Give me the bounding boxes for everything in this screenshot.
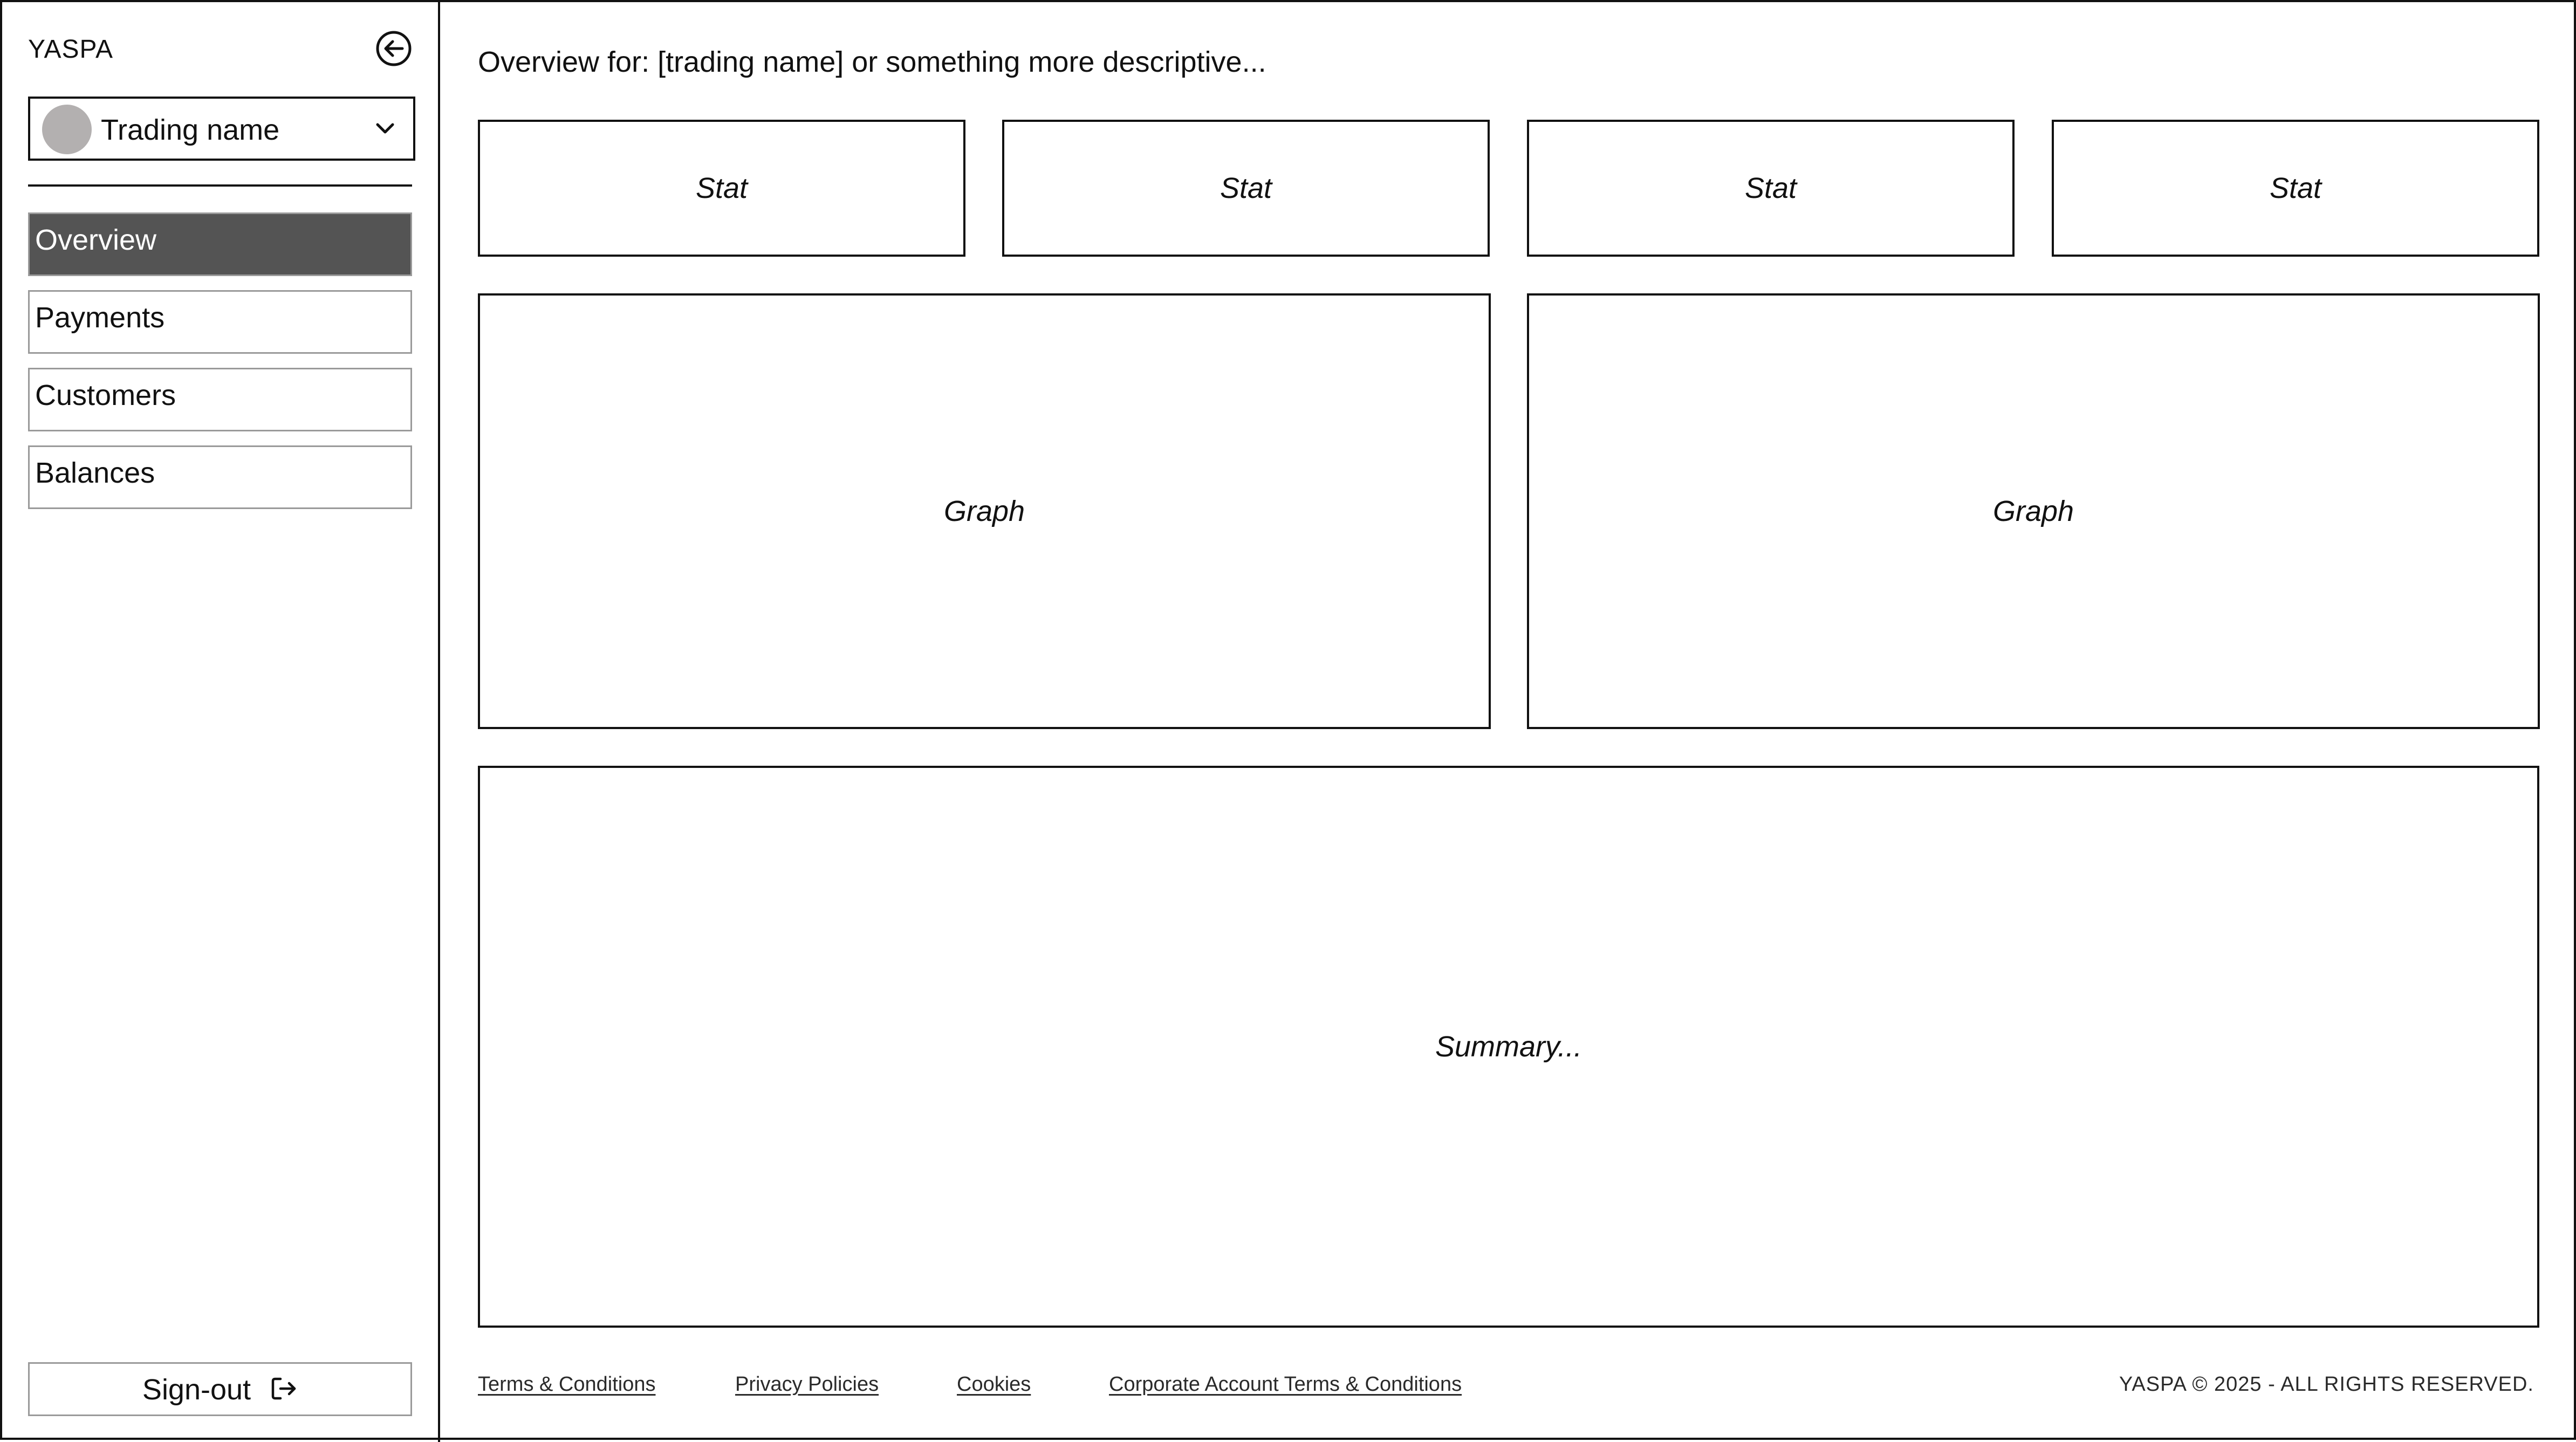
stat-card (1527, 120, 2015, 257)
sidebar (2, 2, 440, 1442)
sidebar-item-payments[interactable] (28, 290, 412, 354)
graph-panel-label: Graph (943, 495, 1025, 527)
collapse-sidebar-button[interactable] (374, 29, 413, 68)
sidebar-item-label: Customers (35, 379, 176, 411)
graph-panel (1527, 293, 2540, 729)
footer-link-terms[interactable]: Terms & Conditions (478, 1373, 656, 1396)
account-select[interactable] (28, 97, 415, 161)
stat-card-label: Stat (2269, 172, 2322, 204)
graph-panel (478, 293, 1491, 729)
copyright-text: YASPA © 2025 - ALL RIGHTS RESERVED. (2119, 1373, 2534, 1396)
graph-panel-label: Graph (1992, 495, 2074, 527)
sidebar-item-overview[interactable] (28, 212, 412, 276)
arrow-left-circle-icon (374, 29, 413, 68)
page-title: Overview for: [trading name] or something more descriptive... (478, 46, 1266, 78)
footer-link-cookies[interactable]: Cookies (957, 1373, 1031, 1396)
stat-card-label: Stat (1220, 172, 1272, 204)
sidebar-item-customers[interactable] (28, 368, 412, 431)
brand-logo-text: YASPA (28, 35, 113, 64)
sidebar-item-label: Overview (35, 224, 157, 256)
chevron-down-icon (373, 119, 397, 139)
stat-card-label: Stat (1744, 172, 1797, 204)
sidebar-divider (28, 184, 412, 187)
footer-link-privacy[interactable]: Privacy Policies (735, 1373, 879, 1396)
stat-card-label: Stat (695, 172, 748, 204)
summary-panel-label: Summary... (1435, 1031, 1582, 1063)
sidebar-item-balances[interactable] (28, 445, 412, 509)
account-select-value: Trading name (101, 114, 280, 146)
stat-card (1002, 120, 1490, 257)
sidebar-item-label: Balances (35, 457, 155, 489)
sign-out-content (142, 1372, 298, 1407)
sidebar-item-label: Payments (35, 301, 165, 334)
avatar (42, 105, 92, 154)
footer-link-corporate-terms[interactable]: Corporate Account Terms & Conditions (1109, 1373, 1462, 1396)
sign-out-button[interactable] (28, 1362, 412, 1416)
stat-card (2052, 120, 2539, 257)
sign-out-icon (270, 1375, 298, 1403)
sign-out-label: Sign-out (142, 1374, 251, 1406)
summary-panel (478, 766, 2539, 1328)
stat-card (478, 120, 965, 257)
